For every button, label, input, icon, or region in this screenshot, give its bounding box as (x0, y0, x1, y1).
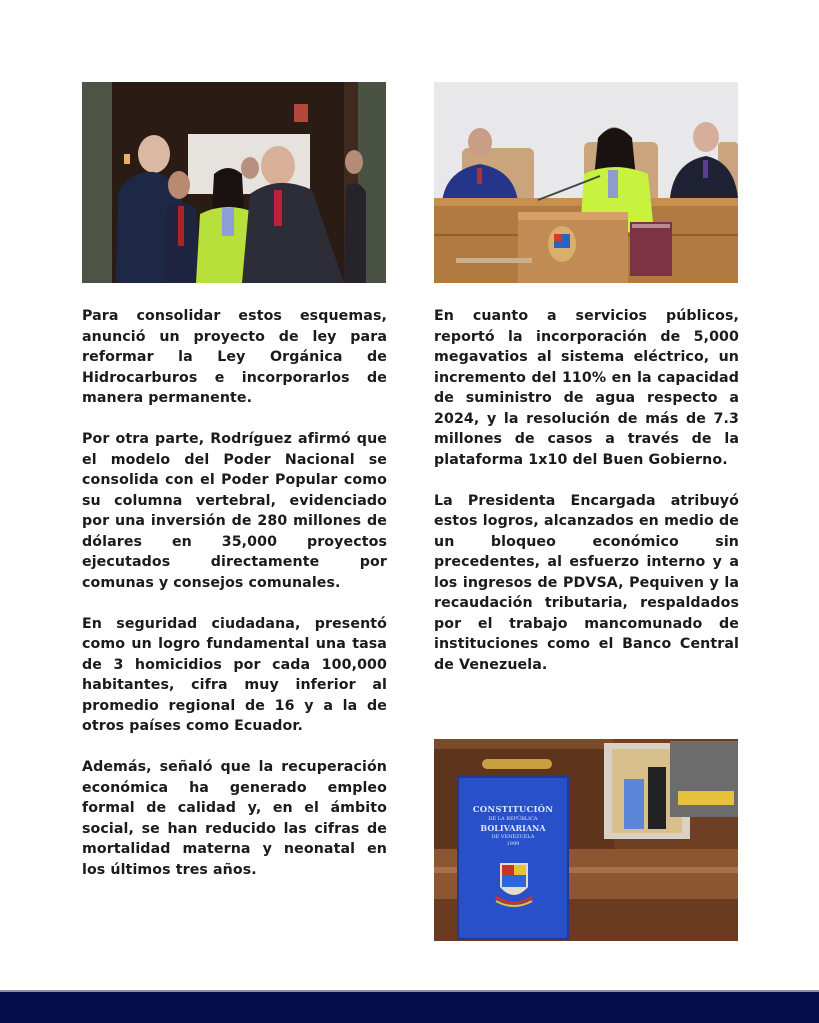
paragraph-economic-recovery: Además, señaló que la recuperación económica ha generado empleo formal de calidad y, en el ámbito social, se han reducido las cifras de mortalidad materna y neonatal en los últimos tres años. (82, 759, 387, 878)
photo-podium-speech (434, 82, 738, 283)
paragraph-public-services: En cuanto a servicios públicos, reportó la incorporación de 5,000 megavatios al sistema eléctrico, un incremento del 110% en la capacidad de suministro de agua respecto a 2024, y la resolución de más de 7.3 millones de casos a través de la plataforma 1x10 del Buen Gobierno. (434, 308, 739, 468)
book-title: CONSTITUCIÓN (472, 805, 554, 815)
podium-speech-image (434, 82, 738, 283)
book-subtitle-line4: DE VENEZUELA (491, 834, 535, 840)
article-column-left (82, 306, 387, 880)
coat-of-arms-icon (492, 857, 536, 909)
paragraph-citizen-security: En seguridad ciudadana, presentó como un logro fundamental una tasa de 3 homicidios por cada 100,000 habitantes, cifra muy inferior al promedio regional de 16 y a la de otros países como Ecuador. (82, 615, 387, 734)
officials-doorway-image (82, 82, 386, 283)
photo-officials-doorway (82, 82, 386, 283)
paragraph-popular-power: Por otra parte, Rodríguez afirmó que el modelo del Poder Nacional se consolida con el Poder Popular como su columna vertebral, evidenciado por una inversión de 280 millones de dólares en 35,000 proyectos ejecutados directamente por comunas y consejos comunales. (82, 431, 387, 591)
book-subtitle-line2: DE LA REPÚBLICA (488, 816, 538, 822)
article-column-right (434, 306, 739, 675)
paragraph-achievements-attribution: La Presidenta Encargada atribuyó estos logros, alcanzados en medio de un bloqueo económico sin precedentes, al esfuerzo interno y a los ingresos de PDVSA, Pequiven y la recaudación tributaria, respaldados por el trabajo mancomunado de instituciones como el Banco Central de Venezuela. (434, 492, 739, 673)
paragraph-hydrocarbons-law: Para consolidar estos esquemas, anunció un proyecto de ley para reformar la Ley Orgánica de Hidrocarburos e incorporarlos de manera permanente. (82, 308, 387, 406)
book-year: 1999 (506, 841, 520, 847)
photo-constitution-book (434, 739, 738, 941)
footer-bar (0, 990, 819, 1023)
book-subtitle-line3: BOLIVARIANA (480, 823, 546, 833)
book-cover-text (458, 805, 568, 847)
